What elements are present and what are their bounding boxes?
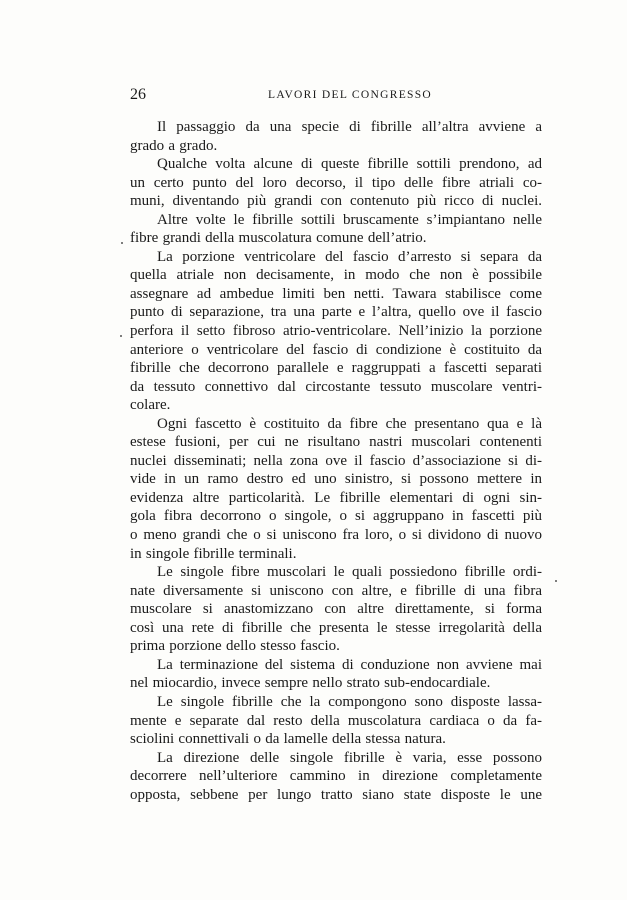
text-line: muni, diventando più grandi con contenuto più ricco di nuclei. [130,193,542,210]
text-line: un certo punto del loro decorso, il tipo delle fibre atriali co- [130,174,542,191]
text-line: muscolare si anastomizzano con altre direttamente, si forma [130,601,542,618]
text-line: prima porzione dello stesso fascio. [130,638,340,655]
text-line: colare. [130,397,171,414]
body-text [130,118,542,804]
text-line: nel miocardio, invece sempre nello strato sub-endocardiale. [130,675,491,692]
text-line: estese fusioni, per cui ne risultano nastri muscolari contenenti [130,434,542,451]
text-line: fibre grandi della muscolatura comune dell’atrio. [130,230,427,247]
text-line: sciolini connettivali o da lamelle della stessa natura. [130,731,446,748]
text-line: grado a grado. [130,137,218,154]
text-line: La porzione ventricolare del fascio d’arresto si separa da [157,248,542,265]
page-header [130,86,542,108]
text-line: punto di separazione, tra una parte e l’altra, quello ove il fascio [130,304,542,321]
text-line: opposta, sebbene per lungo tratto siano state disposte le une [130,786,542,803]
text-line: La terminazione del sistema di conduzione non avviene mai [157,656,542,673]
text-line: decorrere nell’ulteriore cammino in direzione completamente [130,768,542,785]
page-number: 26 [130,86,146,103]
text-line: La direzione delle singole fibrille è varia, esse possono [157,749,542,766]
text-line: fibrille che decorrono parallele e raggruppati a fascetti separati [130,360,542,377]
text-line: vide in un ramo destro ed uno sinistro, si possono mettere in [130,471,542,488]
text-line: o meno grandi che o si uniscono fra loro, o si dividono di nuovo [130,527,542,544]
margin-speck [555,580,557,582]
text-line: evidenza altre particolarità. Le fibrille elementari di ogni sin- [130,489,542,506]
text-line: Altre volte le fibrille sottili bruscamente s’impiantano nelle [157,211,542,228]
text-line: gola fibra decorrono o singole, o si aggruppano in fascetti più [130,508,542,525]
text-line: così una rete di fibrille che presenta le stesse irregolarità della [130,619,542,636]
text-line: da tessuto connettivo dal circostante tessuto muscolare ventri- [130,378,542,395]
text-line: assegnare ad ambedue limiti ben netti. Tawara stabilisce come [130,285,542,302]
text-line: mente e separate dal resto della muscolatura cardiaca o da fa- [130,712,542,729]
text-line: anteriore o ventricolare del fascio di condizione è costituito da [130,341,542,358]
text-line: Il passaggio da una specie di fibrille all’altra avviene a [157,119,542,135]
text-line: Qualche volta alcune di queste fibrille sottili prendono, ad [157,156,542,173]
text-line: in singole fibrille terminali. [130,545,297,562]
text-line: quella atriale non decisamente, in modo che non è possibile [130,267,542,284]
text-line: perfora il setto fibroso atrio-ventricolare. Nell’inizio la porzione [130,323,542,340]
text-line: nuclei disseminati; nella zona ove il fascio d’associazione si di- [130,452,542,469]
text-line: nate diversamente si uniscono con altre, e fibrille di una fibra [130,582,542,599]
margin-speck [121,242,123,244]
text-line: Le singole fibrille che la compongono sono disposte lassa- [157,693,542,710]
text-line: Ogni fascetto è costituito da fibre che presentano qua e là [157,415,542,432]
text-line: Le singole fibre muscolari le quali possiedono fibrille ordi- [157,564,542,581]
running-head: LAVORI DEL CONGRESSO [268,89,433,101]
margin-speck [120,335,122,337]
